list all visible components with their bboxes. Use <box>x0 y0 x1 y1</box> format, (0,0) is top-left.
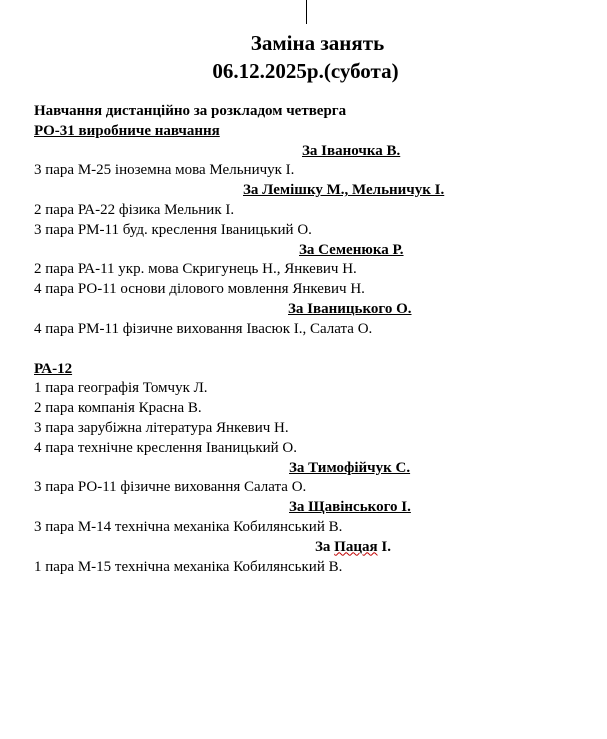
lesson-line: 2 пара компанія Красна В. <box>34 400 202 417</box>
replacement-heading-row <box>34 459 594 479</box>
lesson-line: 4 пара РО-11 основи ділового мовлення Янкевич Н. <box>34 281 365 298</box>
replacement-heading-row <box>34 300 594 320</box>
replacement-heading: За Іваницького О. <box>288 300 412 317</box>
document-body <box>34 102 594 577</box>
replacement-heading: За Семенюка Р. <box>299 241 404 258</box>
lesson-line: 3 пара РМ-11 буд. креслення Іваницький О. <box>34 221 312 238</box>
lesson-line: 1 пара М-15 технічна механіка Кобилянський В. <box>34 558 343 575</box>
lesson-line: 1 пара географія Томчук Л. <box>34 380 208 397</box>
page-date: 06.12.2025р.(субота) <box>212 59 399 83</box>
replacement-heading: За Іваночка В. <box>302 142 401 159</box>
group-heading: РО-31 виробниче навчання <box>34 122 220 139</box>
replacement-heading: За Щавінського І. <box>289 499 411 516</box>
replacement-name-spellcheck: Пацая <box>334 538 378 555</box>
lesson-line: 2 пара РА-22 фізика Мельник І. <box>34 201 235 218</box>
notice-line: Навчання дистанційно за розкладом четверга <box>34 103 347 119</box>
spacer <box>34 340 594 360</box>
lesson-line: 3 пара зарубіжна література Янкевич Н. <box>34 419 289 436</box>
replacement-prefix: За <box>315 538 335 555</box>
page-title: Заміна занять <box>250 31 385 55</box>
replacement-heading-row <box>34 142 594 162</box>
replacement-suffix: І. <box>377 538 391 555</box>
replacement-heading: За Лемішку М., Мельничук І. <box>243 182 445 199</box>
lesson-line: 3 пара М-25 іноземна мова Мельничук І. <box>34 162 295 179</box>
replacement-heading-row <box>34 538 594 558</box>
lesson-line: 4 пара РМ-11 фізичне виховання Івасюк І., Салата О. <box>34 320 373 337</box>
replacement-heading-row <box>34 181 594 201</box>
lesson-line: 3 пара РО-11 фізичне виховання Салата О. <box>34 479 307 496</box>
lesson-line: 4 пара технічне креслення Іваницький О. <box>34 439 297 456</box>
replacement-heading-row <box>34 498 594 518</box>
lesson-line: 3 пара М-14 технічна механіка Кобилянський В. <box>34 518 343 535</box>
group-heading: РА-12 <box>34 360 73 377</box>
replacement-heading <box>315 539 391 555</box>
lesson-line: 2 пара РА-11 укр. мова Скригунець Н., Янкевич Н. <box>34 261 357 278</box>
replacement-heading: За Тимофійчук С. <box>289 459 411 476</box>
text-cursor <box>306 0 307 24</box>
replacement-heading-row <box>34 241 594 261</box>
